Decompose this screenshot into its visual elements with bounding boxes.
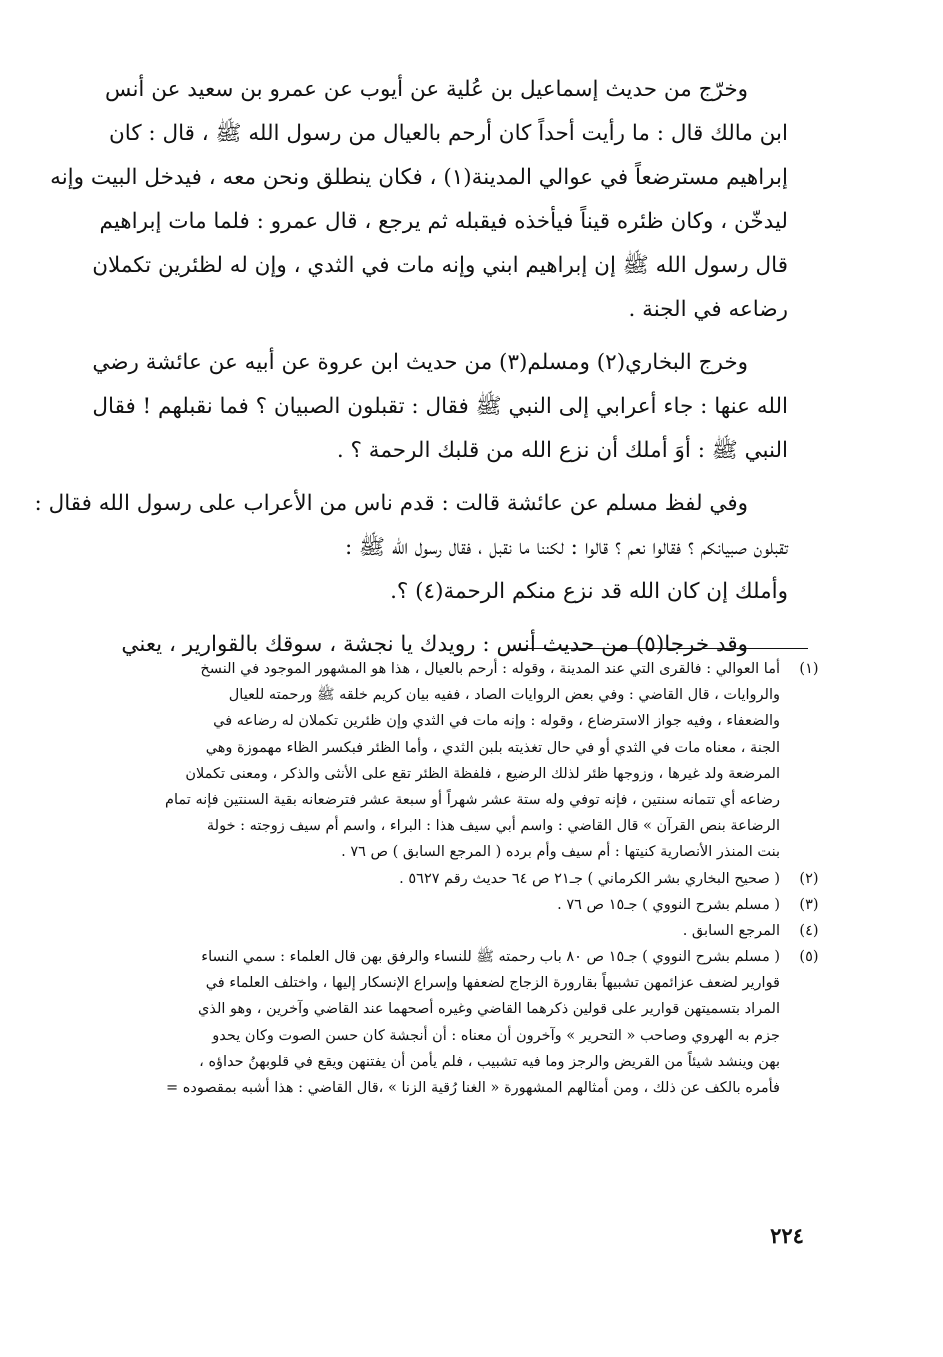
text-line: وخرج البخاري(٢) ومسلم(٣) من حديث ابن عروة عن أبيه عن عائشة رضي [92, 350, 748, 375]
footnote-line: المراد بتسميتهن قوارير على قولين ذكرهما القاضي وغيره أصحهما عند القاضي وآخرين ، وهو الذي [197, 1001, 780, 1018]
footnote-line: قوارير لضعف عزائمهن تشبيهاً بقارورة الزجاج لضعفها وإسراع الإنسكار إليها ، واختلف العلماء في [205, 975, 780, 992]
paragraph-1 [50, 68, 788, 332]
footnote-line: المرجع السابق . [682, 922, 780, 939]
text-line: تقبلون صبيانكم ؟ فقالوا نعم ؟ قالوا : لكننا ما نقبل ، فقال رسول الله ﷺ : [344, 535, 788, 560]
main-text [34, 68, 788, 667]
text-line: الله عنها : جاء أعرابي إلى النبي ﷺ فقال : تقبلون الصبيان ؟ فما نقبلهم ! فقال [92, 394, 788, 419]
footnote-number: (٣) [799, 896, 819, 913]
footnote-line: ( صحيح البخاري بشر الكرماني ) جـ٢١ ص ٦٤ حديث رقم ٥٦٢٧ . [399, 870, 780, 887]
footnote-line: ( مسلم بشرح النووي ) جـ١٥ ص ٧٦ . [557, 896, 780, 913]
footnote-line: أما العوالي : فالقرى التي عند المدينة ، وقوله : أرحم بالعيال ، هذا هو المشهور الموجود في النسخ [200, 661, 780, 677]
text-line: وأملك إن كان الله قد نزع منكم الرحمة(٤) ؟. [390, 579, 788, 604]
footnote-line: بنت المنذر الأنصارية كنيتها : أم سيف وأم برده ( المرجع السابق ) ص ٧٦ . [341, 844, 780, 861]
footnote-divider [518, 648, 808, 649]
footnote-1 [104, 656, 832, 866]
footnote-5 [104, 944, 832, 1101]
footnote-line: ( مسلم بشرح النووي ) جـ١٥ ص ٨٠ باب رحمته ﷺ للنساء والرفق بهن قال العلماء : سمي النساء [201, 949, 780, 966]
footnote-line: الرضاعة بنص القرآن » قال القاضي : واسم أبي سيف هذا : البراء ، واسم أم سيف زوجته : خولة [206, 818, 780, 835]
footnote-number: (١) [799, 661, 819, 677]
footnote-number: (٤) [799, 922, 819, 939]
footnotes [104, 656, 832, 1101]
text-line: النبي ﷺ : أوَ أملك أن نزع الله من قلبك الرحمة ؟ . [336, 438, 788, 463]
footnote-line: والضعفاء ، وفيه جواز الاسترضاع ، وقوله : وإنه مات في الثدي وإن ظئرين تكملان له رضاعه في [213, 713, 780, 730]
paragraph-2 [92, 341, 788, 473]
footnote-number: (٥) [799, 949, 819, 966]
footnote-line: جزم به الهروي وصاحب « التحرير » وآخرون أن معناه : أن أنجشة كان حسن الصوت وكان يحدو [212, 1027, 780, 1044]
text-line: قال رسول الله ﷺ إن إبراهيم ابني وإنه مات في الثدي ، وإن له لظئرين تكملان [92, 253, 788, 278]
text-line: ليدخّن ، وكان ظئره قيناً فيأخذه فيقبله ثم يرجع ، قال عمرو : فلما مات إبراهيم [99, 209, 788, 234]
footnote-line: بهن وينشد شيئاً من القريض والرجز وما فيه تشبيب ، فلم يأمن أن يفتنهن ويقع في قلوبهنُ حداؤه ، [199, 1053, 780, 1070]
footnote-4 [104, 918, 832, 944]
text-line: وفي لفظ مسلم عن عائشة قالت : قدم ناس من الأعراب على رسول الله فقال : [34, 491, 748, 516]
text-line: وخرّج من حديث إسماعيل بن عُلية عن أيوب عن عمرو بن سعيد عن أنس [105, 77, 748, 102]
text-line: إبراهيم مسترضعاً في عوالي المدينة(١) ، فكان ينطلق ونحن معه ، فيدخل البيت وإنه [50, 165, 788, 190]
text-line: وقد خرجا(٥) من حديث أنس : رويدك يا نجشة ، سوقك بالقوارير ، يعني [121, 632, 748, 657]
page-number: ٢٢٤ [770, 1223, 804, 1248]
footnote-line: المرضعة ولد غيرها ، وزوجها ظئر لذلك الرضيع ، فلفظة الظئر تقع على الأنثى والذكر ، ومعنى تكملان [185, 765, 780, 782]
footnote-line: الجنة ، معناه مات في الثدي أو في حال تغذيته بلبن الثدي ، وأما الظئر فبكسر الظاء مهموزة وهي [205, 739, 780, 756]
text-line: رضاعه في الجنة . [628, 297, 788, 322]
footnote-line: رضاعه أي تتمانه سنتين ، فإنه توفي وله ستة عشر شهراً أو سبعة عشر فترضعانه بقية السنتين فإنه تمام [165, 791, 780, 808]
footnote-line: والروايات ، قال القاضي : وفي بعض الروايات الصاد ، ففيه بيان كريم خلقه ﷺ ورحمته للعيال [228, 687, 780, 704]
paragraph-3 [34, 482, 788, 614]
footnote-2 [104, 866, 832, 892]
footnote-3 [104, 892, 832, 918]
footnote-line: فأمره بالكف عن ذلك ، ومن أمثالهم المشهورة « الغنا رُقية الزنا » ،قال القاضي : هذا أشبه بمقصوده = [166, 1080, 780, 1096]
text-line: ابن مالك قال : ما رأيت أحداً كان أرحم بالعيال من رسول الله ﷺ ، قال : كان [109, 121, 788, 146]
footnote-number: (٢) [799, 870, 819, 887]
